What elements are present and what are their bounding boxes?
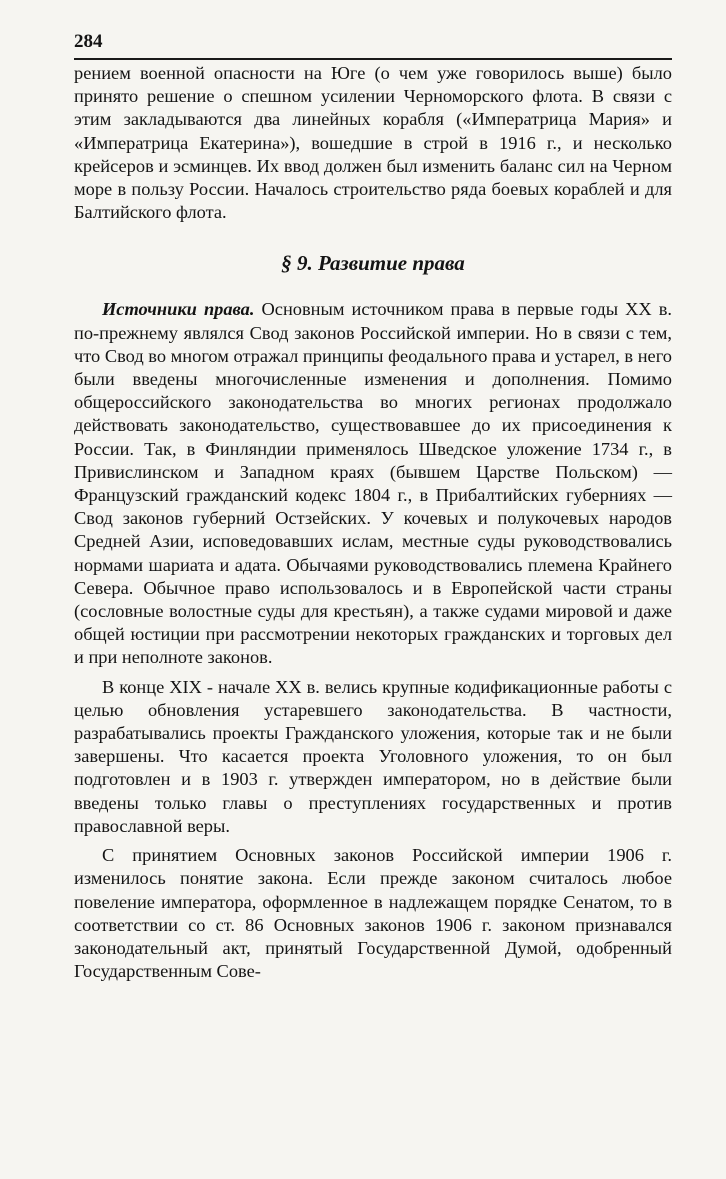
paragraph-fundamental-laws: С принятием Основных законов Российской империи 1906 г. изменилось понятие закона. Если прежде законом считалось любое повеление императора, оформленное в надлежащем порядке Сенатом, то в соответствии со ст. 86 Основных законов 1906 г. законом признавался законодательный акт, принятый Государственной Думой, одобренный Государственным Сове- [74,845,672,982]
intro-paragraph: рением военной опасности на Юге (о чем уже говорилось выше) было принято решение о спешном усилении Черноморского флота. В связи с этим закладываются два линейных корабля («Императрица Мария» и «Императрица Екатерина»), вошедшие в строй в 1916 г., и несколько крейсеров и эсминцев. Их ввод должен был изменить баланс сил на Черном море в пользу России. Началось строительство ряда боевых кораблей и для Балтийского флота. [74,63,672,223]
paragraph-sources-of-law [74,298,672,669]
paragraph-codification: В конце XIX - начале XX в. велись крупные кодификационные работы с целью обновления устаревшего законодательства. В частности, разрабатывались проекты Гражданского уложения, которые так и не были завершены. Что касается проекта Уголовного уложения, то он был подготовлен и в 1903 г. утвержден императором, но в действие были введены только главы о преступлениях государственных и против православной веры. [74,676,672,836]
paragraph-text: Основным источником права в первые годы XX в. по-прежнему являлся Свод законов Российской империи. Но в связи с тем, что Свод во многом отражал принципы феодального права и устарел, в него были введены многочисленные изменения и дополнения. Помимо общероссийского законодательства во многих регионах продолжало действовать законодательство, существовавшее до их присоединения к России. Так, в Финляндии применялось Шведское уложение 1734 г., в Привислинском и Западном краях (бывшем Царстве Польском) — Французский гражданский кодекс 1804 г., в Прибалтийских губерниях — Свод законов губерний Остзейских. У кочевых и полукочевых народов Средней Азии, исповедовавших ислам, местные суды руководствовались нормами шариата и адата. Обычаями руководствовались племена Крайнего Севера. Обычное право использовалось и в Европейской части страны (сословные волостные суды для крестьян), а также судами мировой и даже общей юстиции при рассмотрении некоторых гражданских и торговых дел и при неполноте законов. [74,299,672,668]
page-number: 284 [74,31,103,52]
header-rule [74,58,672,60]
book-page [74,30,672,983]
section-heading: § 9. Развитие права [281,251,465,276]
run-in-heading: Источники права. [102,299,255,320]
